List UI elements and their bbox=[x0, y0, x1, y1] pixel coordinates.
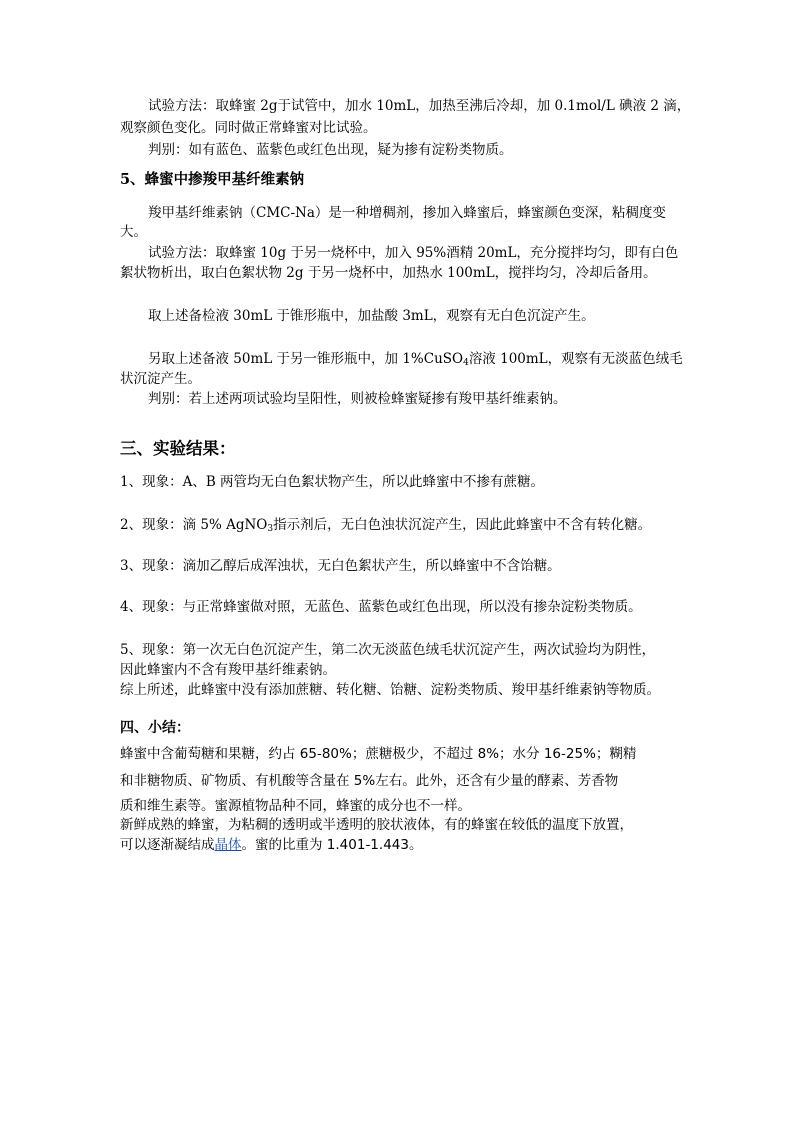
conclusion-p2-text-a: 可以逐渐凝结成 bbox=[120, 837, 215, 853]
s4-method-line-2: 观察颜色变化。同时做正常蜂蜜对比试验。 bbox=[120, 120, 377, 136]
crystal-link[interactable]: 晶体 bbox=[214, 837, 242, 853]
s5-step-2-subscript: 4 bbox=[463, 358, 469, 368]
conclusion-p2-line-2 bbox=[120, 835, 422, 855]
conclusion-p2-line-1: 新鲜成熟的蜂蜜，为粘稠的透明或半透明的胶状液体，有的蜂蜜在较低的温度下放置， bbox=[120, 817, 633, 833]
s5-intro-line-2: 大。 bbox=[120, 224, 147, 240]
s5-step-2-line-2: 状沉淀产生。 bbox=[120, 371, 201, 387]
result-5-line-2: 因此蜂蜜内不含有羧甲基纤维素钠。 bbox=[120, 662, 336, 678]
result-2 bbox=[120, 515, 651, 535]
results-heading: 三、实验结果： bbox=[120, 439, 236, 458]
s5-intro-line-1: 羧甲基纤维素钠（CMC-Na）是一种增稠剂，掺加入蜂蜜后，蜂蜜颜色变深，粘稠度变 bbox=[148, 205, 666, 221]
conclusion-p2-text-b: 。蜜的比重为 1.401-1.443。 bbox=[241, 837, 423, 853]
s5-step-2-line-1 bbox=[148, 349, 683, 369]
conclusion-p1-line-3: 质和维生素等。蜜源植物品种不同，蜂蜜的成分也不一样。 bbox=[120, 798, 471, 814]
result-2-subscript: 3 bbox=[267, 524, 274, 534]
s5-method-line-2: 絮状物析出，取白色絮状物 2g 于另一烧杯中，加热水 100mL，搅拌均匀，冷却后备用。 bbox=[120, 265, 657, 281]
conclusion-p1-line-1: 蜂蜜中含葡萄糖和果糖，约占 65-80%；蔗糖极少，不超过 8%；水分 16-25%；糊精 bbox=[120, 746, 637, 762]
s5-step-2-text-b: 溶液 100mL，观察有无淡蓝色绒毛 bbox=[468, 351, 683, 367]
conclusion-heading: 四、小结： bbox=[120, 720, 190, 736]
result-1: 1、现象：A、B 两管均无白色絮状物产生，所以此蜂蜜中不掺有蔗糖。 bbox=[120, 474, 545, 490]
s5-step-2-text-a: 另取上述备液 50mL 于另一锥形瓶中，加 1%CuSO bbox=[148, 351, 464, 367]
result-5-line-1: 5、现象：第一次无白色沉淀产生，第二次无淡蓝色绒毛状沉淀产生，两次试验均为阴性， bbox=[120, 642, 656, 658]
s4-method-line-1: 试验方法：取蜂蜜 2g于试管中，加水 10mL，加热至沸后冷却，加 0.1mol/L 碘液 2 滴， bbox=[148, 98, 691, 114]
result-3: 3、现象：滴加乙醇后成浑浊状，无白色絮状产生，所以蜂蜜中不含饴糖。 bbox=[120, 558, 561, 574]
result-4: 4、现象：与正常蜂蜜做对照，无蓝色、蓝紫色或红色出现，所以没有掺杂淀粉类物质。 bbox=[120, 599, 642, 615]
s4-judgement: 判别：如有蓝色、蓝紫色或红色出现，疑为掺有淀粉类物质。 bbox=[148, 142, 513, 158]
s5-step-1: 取上述备检液 30mL 于锥形瓶中，加盐酸 3mL，观察有无白色沉淀产生。 bbox=[148, 308, 595, 324]
s5-judgement: 判别：若上述两项试验均呈阳性，则被检蜂蜜疑掺有羧甲基纤维素钠。 bbox=[148, 391, 567, 407]
conclusion-p1-line-2: 和非糖物质、矿物质、有机酸等含量在 5%左右。此外，还含有少量的酵素、芳香物 bbox=[120, 773, 619, 789]
s5-method-line-1: 试验方法：取蜂蜜 10g 于另一烧杯中，加入 95%酒精 20mL，充分搅拌均匀，即有白色 bbox=[148, 245, 679, 261]
section-5-heading: 5、蜂蜜中掺羧甲基纤维素钠 bbox=[120, 171, 305, 188]
result-2-text-a: 2、现象：滴 5% AgNO bbox=[120, 517, 268, 533]
result-2-text-b: 指示剂后，无白色浊状沉淀产生，因此此蜂蜜中不含有转化糖。 bbox=[273, 517, 652, 533]
results-summary: 综上所述，此蜂蜜中没有添加蔗糖、转化糖、饴糖、淀粉类物质、羧甲基纤维素钠等物质。 bbox=[120, 682, 660, 698]
